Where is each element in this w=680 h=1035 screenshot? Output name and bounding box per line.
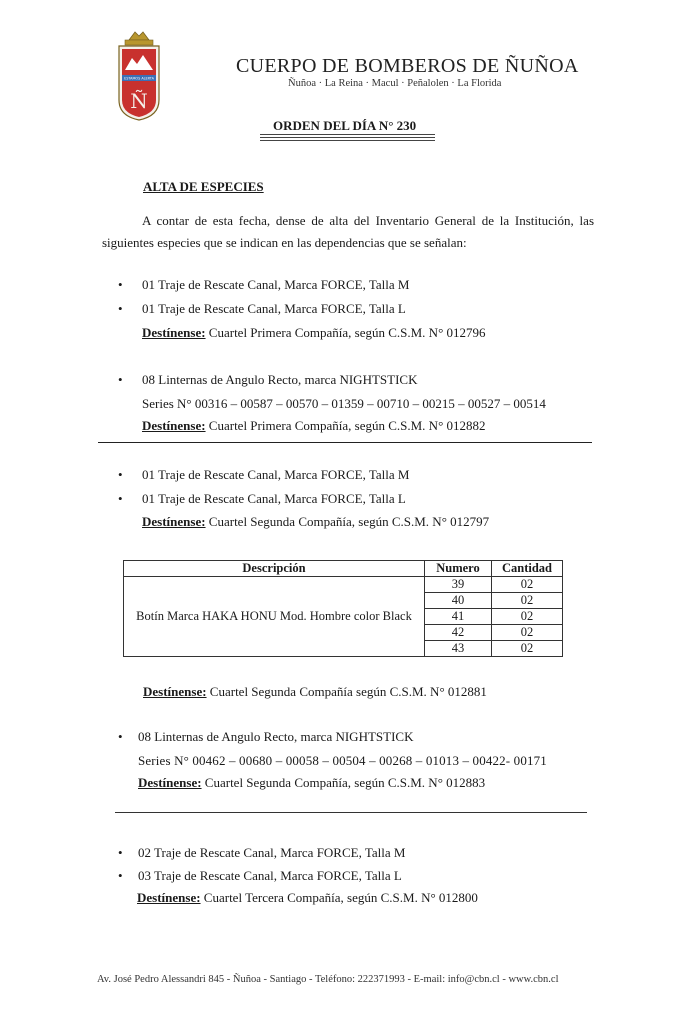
list-item: 01 Traje de Rescate Canal, Marca FORCE, Talla L	[142, 491, 406, 506]
size-cell: 42	[425, 625, 492, 641]
destination-line	[142, 514, 489, 530]
title-double-rule	[260, 134, 435, 143]
section-divider	[115, 812, 587, 813]
destination-label: Destínense:	[138, 775, 202, 790]
quantity-cell: 02	[492, 577, 563, 593]
destination-label: Destínense:	[143, 684, 207, 699]
destination-label: Destínense:	[142, 514, 206, 529]
destination-line	[143, 684, 487, 700]
list-item: 08 Linternas de Angulo Recto, marca NIGHTSTICK	[138, 729, 414, 744]
destination-text: Cuartel Segunda Compañía según C.S.M. N° 012881	[209, 684, 487, 699]
destination-text: Cuartel Tercera Compañía, según C.S.M. N° 012800	[203, 890, 478, 905]
bullet-marker: •	[118, 277, 123, 292]
destination-label: Destínense:	[137, 890, 201, 905]
fire-department-shield-logo	[115, 30, 163, 122]
boot-description: Botín Marca HAKA HONU Mod. Hombre color Black	[124, 577, 425, 657]
order-title: ORDEN DEL DÍA N° 230	[273, 118, 417, 133]
list-item: 01 Traje de Rescate Canal, Marca FORCE, Talla L	[142, 301, 406, 316]
boots-table	[123, 560, 563, 657]
column-header: Cantidad	[492, 561, 563, 577]
destination-line	[142, 418, 486, 434]
size-cell: 40	[425, 593, 492, 609]
bullet-marker: •	[118, 467, 123, 482]
quantity-cell: 02	[492, 609, 563, 625]
destination-text: Cuartel Segunda Compañía, según C.S.M. N° 012797	[208, 514, 490, 529]
logo-motto: ESTAMOS ALERTA	[124, 76, 154, 81]
intro-paragraph: A contar de esta fecha, dense de alta del Inventario General de la Institución, las siguientes especies que se indican en las dependencias que se señalan:	[102, 213, 594, 250]
column-header: Descripción	[124, 561, 425, 577]
bullet-marker: •	[118, 301, 123, 316]
list-item: 03 Traje de Rescate Canal, Marca FORCE, Talla L	[138, 868, 402, 883]
destination-label: Destínense:	[142, 325, 206, 340]
table-header-row	[124, 561, 563, 577]
bullet-marker: •	[118, 729, 123, 744]
list-item: 01 Traje de Rescate Canal, Marca FORCE, Talla M	[142, 467, 410, 482]
section-divider	[98, 442, 592, 443]
series-numbers: Series N° 00316 – 00587 – 00570 – 01359 – 00710 – 00215 – 00527 – 00514	[142, 396, 546, 411]
footer-contact: Av. José Pedro Alessandri 845 - Ñuñoa - Santiago - Teléfono: 222371993 - E-mail: info@cbn.cl - www.cbn.cl	[97, 974, 559, 985]
size-cell: 41	[425, 609, 492, 625]
logo-letter: Ñ	[130, 89, 148, 113]
bullet-marker: •	[118, 845, 123, 860]
list-item: 08 Linternas de Angulo Recto, marca NIGHTSTICK	[142, 372, 418, 387]
destination-line	[142, 325, 486, 341]
quantity-cell: 02	[492, 625, 563, 641]
destination-label: Destínense:	[142, 418, 206, 433]
destination-text: Cuartel Primera Compañía, según C.S.M. N° 012796	[208, 325, 486, 340]
destination-text: Cuartel Primera Compañía, según C.S.M. N° 012882	[208, 418, 486, 433]
list-item: 01 Traje de Rescate Canal, Marca FORCE, Talla M	[142, 277, 410, 292]
destination-line	[137, 890, 478, 906]
section-title: ALTA DE ESPECIES	[143, 179, 264, 194]
organization-communes: Ñuñoa · La Reina · Macul · Peñalolen · La Florida	[288, 78, 502, 89]
size-cell: 39	[425, 577, 492, 593]
organization-name: CUERPO DE BOMBEROS DE ÑUÑOA	[236, 55, 579, 77]
list-item: 02 Traje de Rescate Canal, Marca FORCE, Talla M	[138, 845, 406, 860]
column-header: Numero	[425, 561, 492, 577]
bullet-marker: •	[118, 491, 123, 506]
size-cell: 43	[425, 641, 492, 657]
bullet-marker: •	[118, 372, 123, 387]
quantity-cell: 02	[492, 593, 563, 609]
bullet-marker: •	[118, 868, 123, 883]
table-row	[124, 577, 563, 593]
destination-text: Cuartel Segunda Compañía, según C.S.M. N° 012883	[204, 775, 486, 790]
quantity-cell: 02	[492, 641, 563, 657]
series-numbers: Series N° 00462 – 00680 – 00058 – 00504 – 00268 – 01013 – 00422- 00171	[138, 753, 547, 768]
destination-line	[138, 775, 485, 791]
